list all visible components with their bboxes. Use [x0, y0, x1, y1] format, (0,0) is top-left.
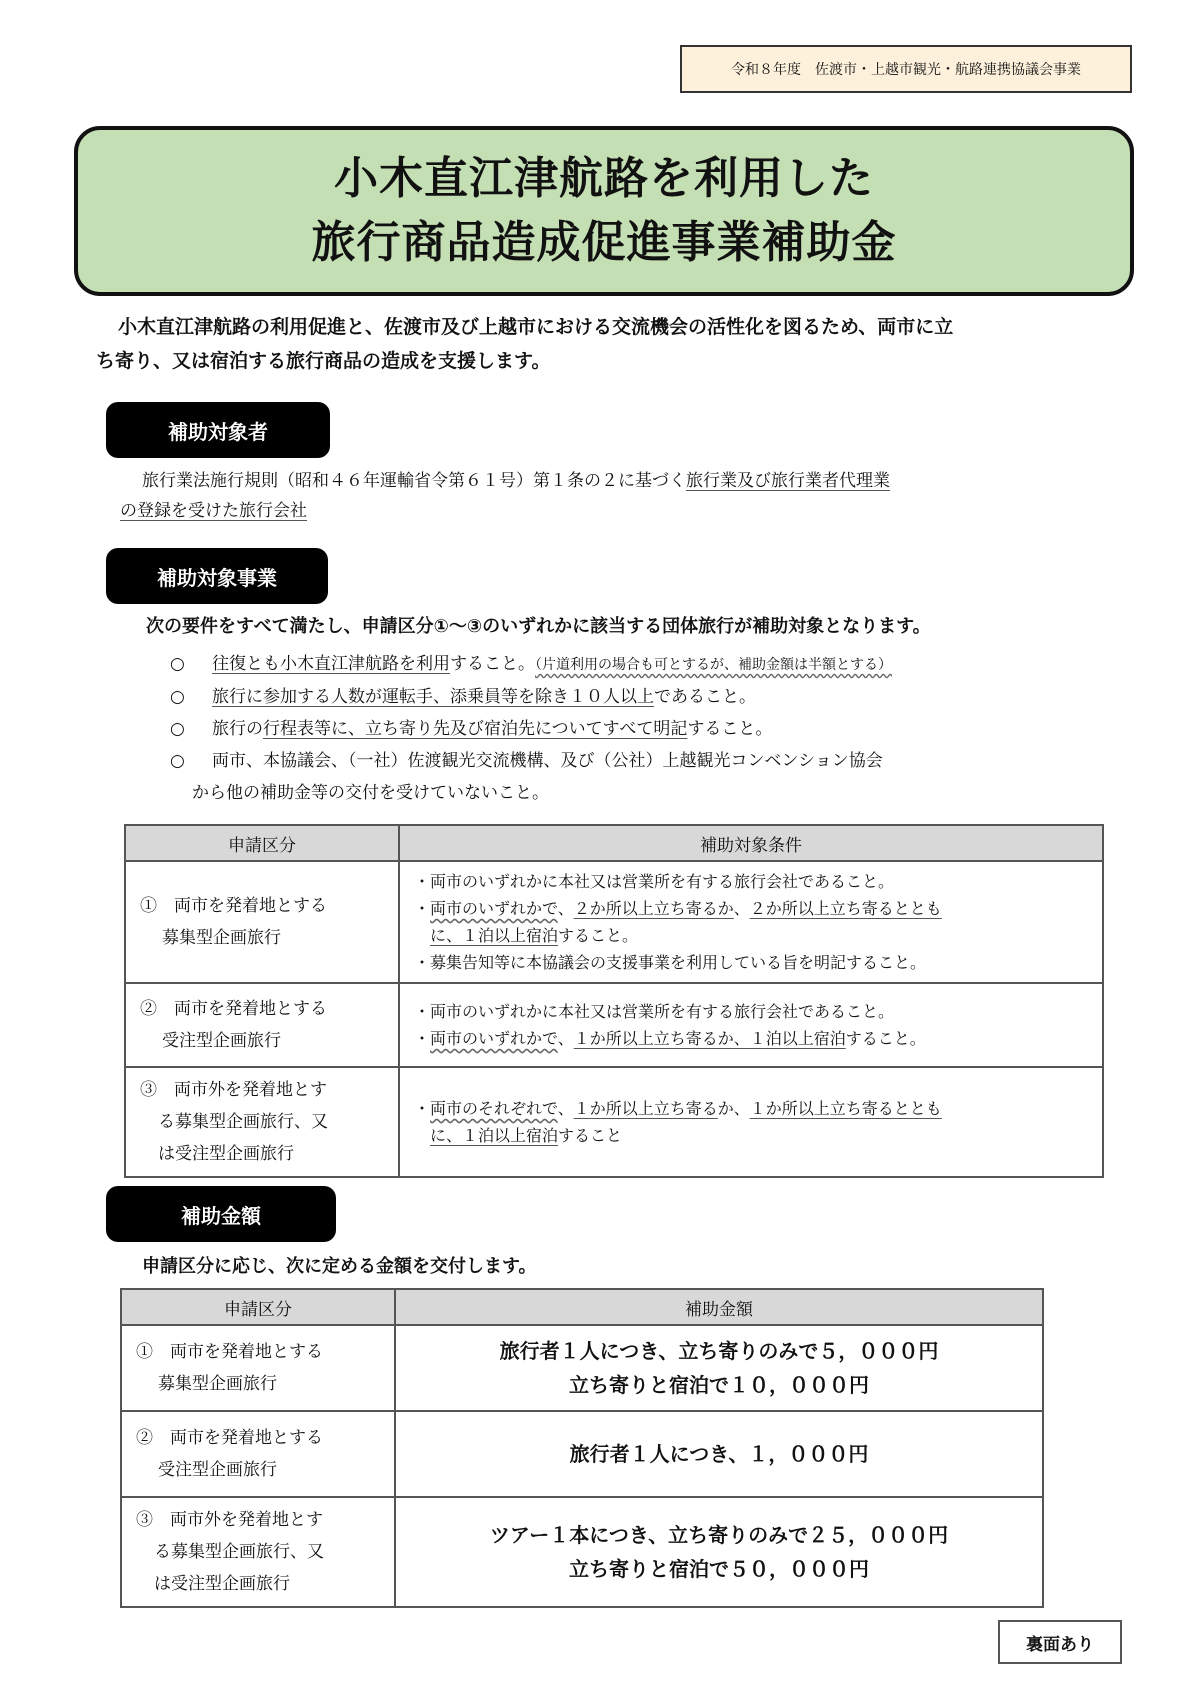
underlined: １か所以上立ち寄るととも	[749, 1099, 942, 1118]
category-cell	[121, 1411, 395, 1497]
category-cell	[125, 1067, 399, 1177]
circle-bullet-icon: ○	[170, 751, 185, 771]
bullet: ・	[414, 1029, 431, 1048]
req-text-cont: から他の補助金等の交付を受けていないこと。	[192, 783, 549, 803]
sep: 、	[557, 1099, 574, 1118]
req-rest: すること。	[687, 719, 773, 739]
table-row	[121, 1411, 1043, 1497]
bullet: ・	[414, 899, 431, 918]
amount-cell	[395, 1411, 1043, 1497]
condition-line	[414, 922, 1088, 949]
condition-line	[414, 1122, 1088, 1149]
title-box	[74, 126, 1134, 296]
condition-cell	[399, 1067, 1103, 1177]
category-line: 受注型企画旅行	[162, 1031, 281, 1051]
sep: 、	[557, 899, 574, 918]
conditions-table	[124, 824, 1104, 1178]
table-row	[125, 861, 1103, 983]
condition-line	[414, 895, 1088, 922]
target-description	[120, 466, 1092, 526]
requirement-item	[170, 681, 1090, 713]
table-row	[121, 1497, 1043, 1607]
req-underlined: 旅行に参加する人数が運転手、添乗員等を除き１０人以上	[212, 687, 654, 707]
requirement-item	[170, 648, 1090, 681]
table-header: 補助金額	[395, 1289, 1043, 1325]
intro-line-1: 小木直江津航路の利用促進と、佐渡市及び上越市における交流機会の活性化を図るため、両市に立	[118, 316, 954, 338]
target-text-underlined: 旅行業及び旅行業者代理業	[686, 471, 890, 491]
req-text: 両市、本協議会、（一社）佐渡観光交流機構、及び（公社）上越観光コンベンション協会	[212, 751, 883, 771]
amount-line: 旅行者１人につき、立ち寄りのみで５，０００円	[499, 1339, 939, 1363]
condition-line: ・募集告知等に本協議会の支援事業を利用している旨を明記すること。	[414, 953, 927, 972]
category-line: 募集型企画旅行	[162, 928, 281, 948]
req-note: （片道利用の場合も可とするが、補助金額は半額とする）	[535, 657, 892, 673]
section-heading-project: 補助対象事業	[106, 548, 328, 604]
table-row	[121, 1325, 1043, 1411]
circle-bullet-icon: ○	[170, 687, 185, 707]
underlined: ２か所以上立ち寄るととも	[749, 899, 942, 918]
title-line-2: 旅行商品造成促進事業補助金	[311, 217, 897, 268]
condition-line	[414, 1025, 1088, 1052]
category-cell	[125, 861, 399, 983]
req-rest: すること。	[450, 654, 535, 674]
section-heading-target: 補助対象者	[106, 402, 330, 458]
category-line: る募集型企画旅行、又	[158, 1112, 328, 1132]
category-line: 募集型企画旅行	[158, 1374, 277, 1394]
category-line: ③ 両市外を発着地とす	[140, 1080, 327, 1100]
table-row	[125, 983, 1103, 1067]
requirement-item	[170, 745, 1090, 777]
intro-line-2: ち寄り、又は宿泊する旅行商品の造成を支援します。	[96, 350, 551, 372]
amount-cell	[395, 1497, 1043, 1607]
category-cell	[121, 1497, 395, 1607]
condition-cell	[399, 861, 1103, 983]
circle-bullet-icon: ○	[170, 654, 185, 674]
category-cell	[125, 983, 399, 1067]
table-header: 申請区分	[125, 825, 399, 861]
header-tag: 令和８年度 佐渡市・上越市観光・航路連携協議会事業	[680, 45, 1132, 93]
category-line: ② 両市を発着地とする	[140, 999, 327, 1019]
underlined: に、１泊以上宿泊	[430, 926, 559, 945]
amount-line: 立ち寄りと宿泊で１０，０００円	[569, 1373, 869, 1397]
sep: 、	[733, 899, 750, 918]
condition-line: ・両市のいずれかに本社又は営業所を有する旅行会社であること。	[414, 872, 895, 891]
intro-paragraph	[96, 310, 1116, 378]
underlined: に、１泊以上宿泊	[430, 1126, 559, 1145]
table-header: 補助対象条件	[399, 825, 1103, 861]
condition-line: ・両市のいずれかに本社又は営業所を有する旅行会社であること。	[414, 1002, 895, 1021]
circle-bullet-icon: ○	[170, 719, 185, 739]
target-text-underlined-2: の登録を受けた旅行会社	[120, 501, 307, 521]
category-line: る募集型企画旅行、又	[154, 1542, 324, 1562]
table-header: 申請区分	[121, 1289, 395, 1325]
underlined: １か所以上立ち寄る	[573, 1099, 718, 1118]
amount-line: ツアー１本につき、立ち寄りのみで２５，０００円	[489, 1523, 949, 1547]
back-side-note: 裏面あり	[998, 1620, 1122, 1664]
requirement-continuation	[170, 777, 1090, 809]
end: すること。	[558, 926, 639, 945]
requirements-list	[170, 648, 1090, 809]
target-text: 旅行業法施行規則（昭和４６年運輸省令第６１号）第１条の２に基づく	[142, 471, 686, 491]
category-line: 受注型企画旅行	[158, 1460, 277, 1480]
underlined: ２か所以上立ち寄るか	[573, 899, 734, 918]
condition-cell	[399, 983, 1103, 1067]
amount-intro: 申請区分に応じ、次に定める金額を交付します。	[142, 1256, 537, 1277]
amount-line: 旅行者１人につき、１，０００円	[569, 1442, 869, 1466]
category-cell	[121, 1325, 395, 1411]
table-header-row	[125, 825, 1103, 861]
wavy-underlined: 両市のそれぞれで	[430, 1099, 558, 1118]
table-row	[125, 1067, 1103, 1177]
wavy-underlined: 両市のいずれかで	[430, 899, 558, 918]
wavy-underlined: 両市のいずれかで	[430, 1029, 558, 1048]
title-line-1: 小木直江津航路を利用した	[334, 153, 874, 204]
amount-line: 立ち寄りと宿泊で５０，０００円	[569, 1557, 869, 1581]
category-line: は受注型企画旅行	[158, 1144, 294, 1164]
table-header-row	[121, 1289, 1043, 1325]
req-underlined: 行程表等に、立ち寄り先及び宿泊先についてすべて明記	[263, 719, 688, 739]
underlined: １か所以上立ち寄るか、１泊以上宿泊	[573, 1029, 846, 1048]
req-pre: 旅行の	[212, 719, 263, 739]
end: すること	[558, 1126, 623, 1145]
sep: か、	[717, 1099, 750, 1118]
requirement-item	[170, 713, 1090, 745]
condition-line	[414, 1095, 1088, 1122]
section-heading-amount: 補助金額	[106, 1186, 336, 1242]
category-line: は受注型企画旅行	[154, 1574, 290, 1594]
end: すること。	[845, 1029, 926, 1048]
category-line: ③ 両市外を発着地とす	[136, 1510, 323, 1530]
category-line: ① 両市を発着地とする	[140, 896, 327, 916]
req-rest: であること。	[654, 687, 756, 707]
sep: 、	[557, 1029, 574, 1048]
requirements-intro: 次の要件をすべて満たし、申請区分①～③のいずれかに該当する団体旅行が補助対象となります。	[146, 616, 931, 637]
amount-cell	[395, 1325, 1043, 1411]
req-underlined: 往復とも小木直江津航路を利用	[212, 654, 450, 674]
category-line: ① 両市を発着地とする	[136, 1342, 323, 1362]
amount-table	[120, 1288, 1044, 1608]
bullet: ・	[414, 1099, 431, 1118]
category-line: ② 両市を発着地とする	[136, 1428, 323, 1448]
